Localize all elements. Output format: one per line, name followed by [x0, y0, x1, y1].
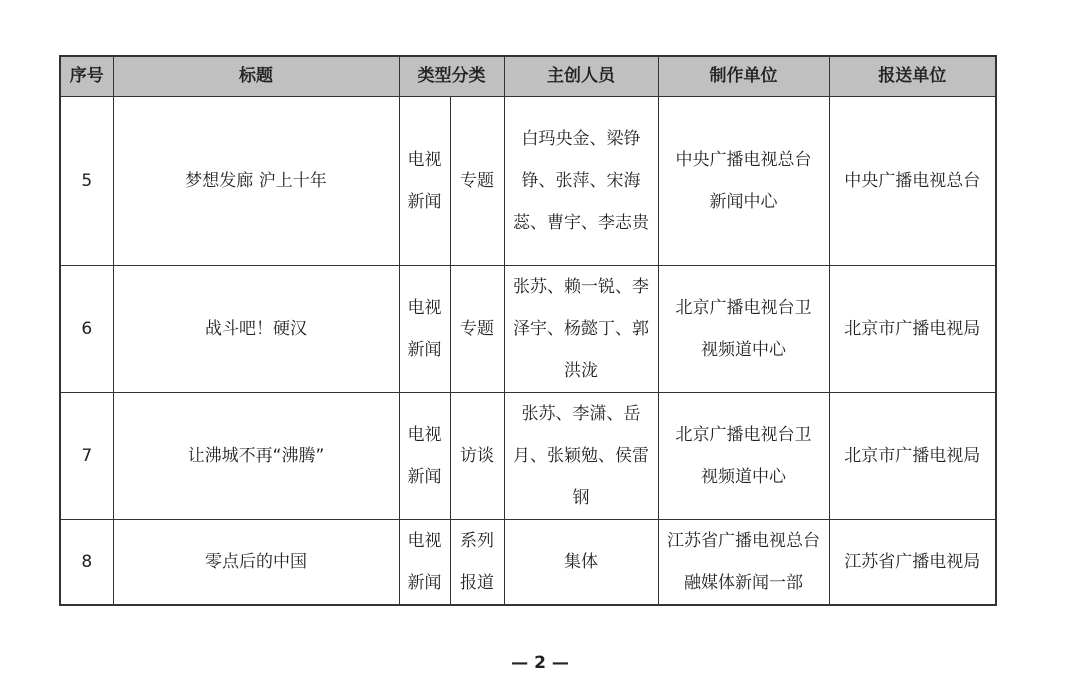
header-submitter: 报送单位 — [829, 56, 996, 97]
cell-submitter: 北京市广播电视局 — [829, 393, 996, 520]
cell-producer — [658, 520, 829, 606]
producer-text: 江苏省广播电视总台融媒体新闻一部 — [667, 531, 820, 593]
cell-title: 零点后的中国 — [113, 520, 399, 606]
awards-table — [59, 55, 997, 606]
cell-type2: 专题 — [450, 266, 504, 393]
table-row — [60, 520, 996, 606]
producer-text: 北京广播电视台卫视频道中心 — [675, 298, 812, 360]
header-type: 类型分类 — [399, 56, 504, 97]
cell-creators — [504, 393, 658, 520]
creators-text: 张苏、赖一锐、李泽宇、杨懿丁、郭洪泷 — [513, 277, 649, 381]
cell-title: 战斗吧！硬汉 — [113, 266, 399, 393]
table-row — [60, 266, 996, 393]
header-producer: 制作单位 — [658, 56, 829, 97]
cell-creators: 集体 — [504, 520, 658, 606]
header-title: 标题 — [113, 56, 399, 97]
creators-text: 张苏、李潇、岳月、张颖勉、侯雷钢 — [513, 404, 649, 508]
cell-producer — [658, 266, 829, 393]
type1-text: 电视新闻 — [407, 150, 442, 212]
header-row — [60, 56, 996, 97]
cell-type1 — [399, 97, 450, 266]
cell-type2 — [450, 520, 504, 606]
type1-text: 电视新闻 — [407, 531, 442, 593]
producer-text: 中央广播电视总台新闻中心 — [675, 150, 812, 212]
type1-text: 电视新闻 — [407, 425, 442, 487]
cell-creators — [504, 97, 658, 266]
table-row — [60, 97, 996, 266]
page-number: — 2 — — [511, 653, 569, 673]
producer-text: 北京广播电视台卫视频道中心 — [675, 425, 812, 487]
cell-type2: 专题 — [450, 97, 504, 266]
cell-submitter: 中央广播电视总台 — [829, 97, 996, 266]
cell-submitter: 江苏省广播电视局 — [829, 520, 996, 606]
cell-producer — [658, 393, 829, 520]
cell-type1 — [399, 520, 450, 606]
header-creators: 主创人员 — [504, 56, 658, 97]
type2-text: 系列报道 — [460, 531, 494, 593]
header-index: 序号 — [60, 56, 113, 97]
cell-creators — [504, 266, 658, 393]
cell-index: 5 — [60, 97, 113, 266]
table-row — [60, 393, 996, 520]
cell-producer — [658, 97, 829, 266]
cell-index: 8 — [60, 520, 113, 606]
cell-type1 — [399, 266, 450, 393]
cell-index: 7 — [60, 393, 113, 520]
cell-title: 梦想发廊 沪上十年 — [113, 97, 399, 266]
cell-index: 6 — [60, 266, 113, 393]
type1-text: 电视新闻 — [407, 298, 442, 360]
cell-type1 — [399, 393, 450, 520]
creators-text: 白玛央金、梁铮铮、张萍、宋海蕊、曹宇、李志贵 — [513, 129, 649, 233]
cell-submitter: 北京市广播电视局 — [829, 266, 996, 393]
cell-title: 让沸城不再“沸腾” — [113, 393, 399, 520]
cell-type2: 访谈 — [450, 393, 504, 520]
